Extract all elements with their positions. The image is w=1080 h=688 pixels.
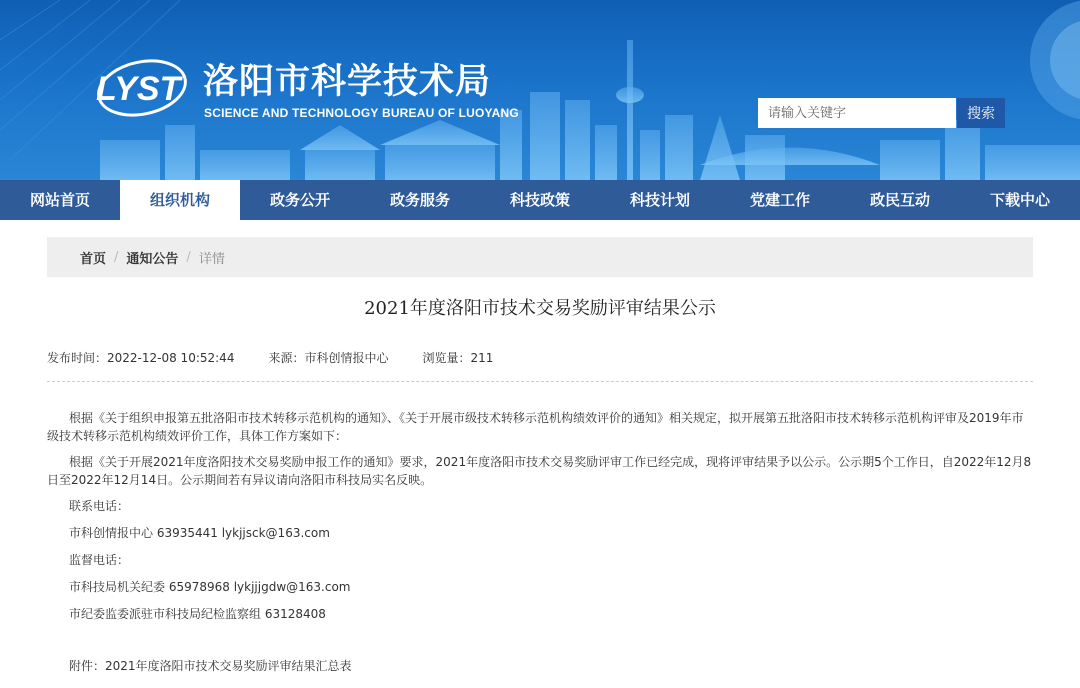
article-source: 来源：市科创情报中心 (268, 351, 389, 365)
meta-divider (47, 381, 1033, 382)
nav-item-home[interactable]: 网站首页 (29, 191, 90, 209)
search-button[interactable]: 搜索 (957, 98, 1005, 128)
supervise-info: 市纪委监委派驻市科技局纪检监察组 63128408 (69, 607, 326, 621)
breadcrumb-separator: / (186, 249, 191, 265)
search-input[interactable] (758, 98, 956, 128)
nav-item-tech-policy[interactable]: 科技政策 (509, 191, 570, 209)
nav-item-government-services[interactable]: 政务服务 (389, 191, 450, 209)
nav-item-tech-plan[interactable]: 科技计划 (629, 191, 690, 209)
article-meta (47, 349, 527, 366)
supervise-label: 监督电话： (69, 553, 130, 567)
nav-item-organization[interactable]: 组织机构 (120, 180, 240, 220)
site-subtitle: SCIENCE AND TECHNOLOGY BUREAU OF LUOYANG (204, 106, 519, 120)
logo-text: LYST (96, 70, 181, 108)
contact-info: 市科创情报中心 63935441 lykjjsck@163.com (69, 526, 330, 540)
article-paragraph: 根据《关于开展2021年度洛阳技术交易奖励申报工作的通知》要求，2021年度洛阳市技术交易奖励评审工作已经完成，现将评审结果予以公示。公示期5个工作日，自2022年12月8日至2022年12月14日。公示期间若有异议请向洛阳市科技局实名反映。 (47, 455, 1032, 487)
attachment-link[interactable]: 附件：2021年度洛阳市技术交易奖励评审结果汇总表 (69, 659, 352, 673)
site-title: 洛阳市科学技术局 (203, 62, 492, 102)
nav-item-party-work[interactable]: 党建工作 (749, 191, 810, 209)
contact-label: 联系电话： (69, 499, 130, 513)
breadcrumb-section-link[interactable]: 通知公告 (126, 251, 179, 267)
nav-item-government-affairs[interactable]: 政务公开 (269, 191, 330, 209)
header-banner (0, 0, 1080, 180)
nav-item-downloads[interactable]: 下载中心 (989, 191, 1050, 209)
breadcrumb-separator: / (114, 249, 119, 265)
view-count: 浏览量：211 (422, 351, 494, 365)
lyst-logo (90, 48, 190, 128)
breadcrumb (47, 237, 1033, 277)
publish-time: 发布时间：2022-12-08 10:52:44 (47, 351, 235, 365)
supervise-info: 市科技局机关纪委 65978968 lykjjjgdw@163.com (69, 580, 351, 594)
nav-item-public-interaction[interactable]: 政民互动 (869, 191, 930, 209)
breadcrumb-home-link[interactable]: 首页 (80, 251, 107, 267)
main-nav (0, 180, 1080, 220)
article-title: 2021年度洛阳市技术交易奖励评审结果公示 (364, 298, 716, 319)
article-paragraph: 根据《关于组织申报第五批洛阳市技术转移示范机构的通知》、《关于开展市级技术转移示范机构绩效评价的通知》相关规定，拟开展第五批洛阳市技术转移示范机构评审及2019年市级技术转移示范机构绩效评价工作，具体工作方案如下： (47, 411, 1024, 443)
breadcrumb-current: 详情 (198, 251, 225, 267)
